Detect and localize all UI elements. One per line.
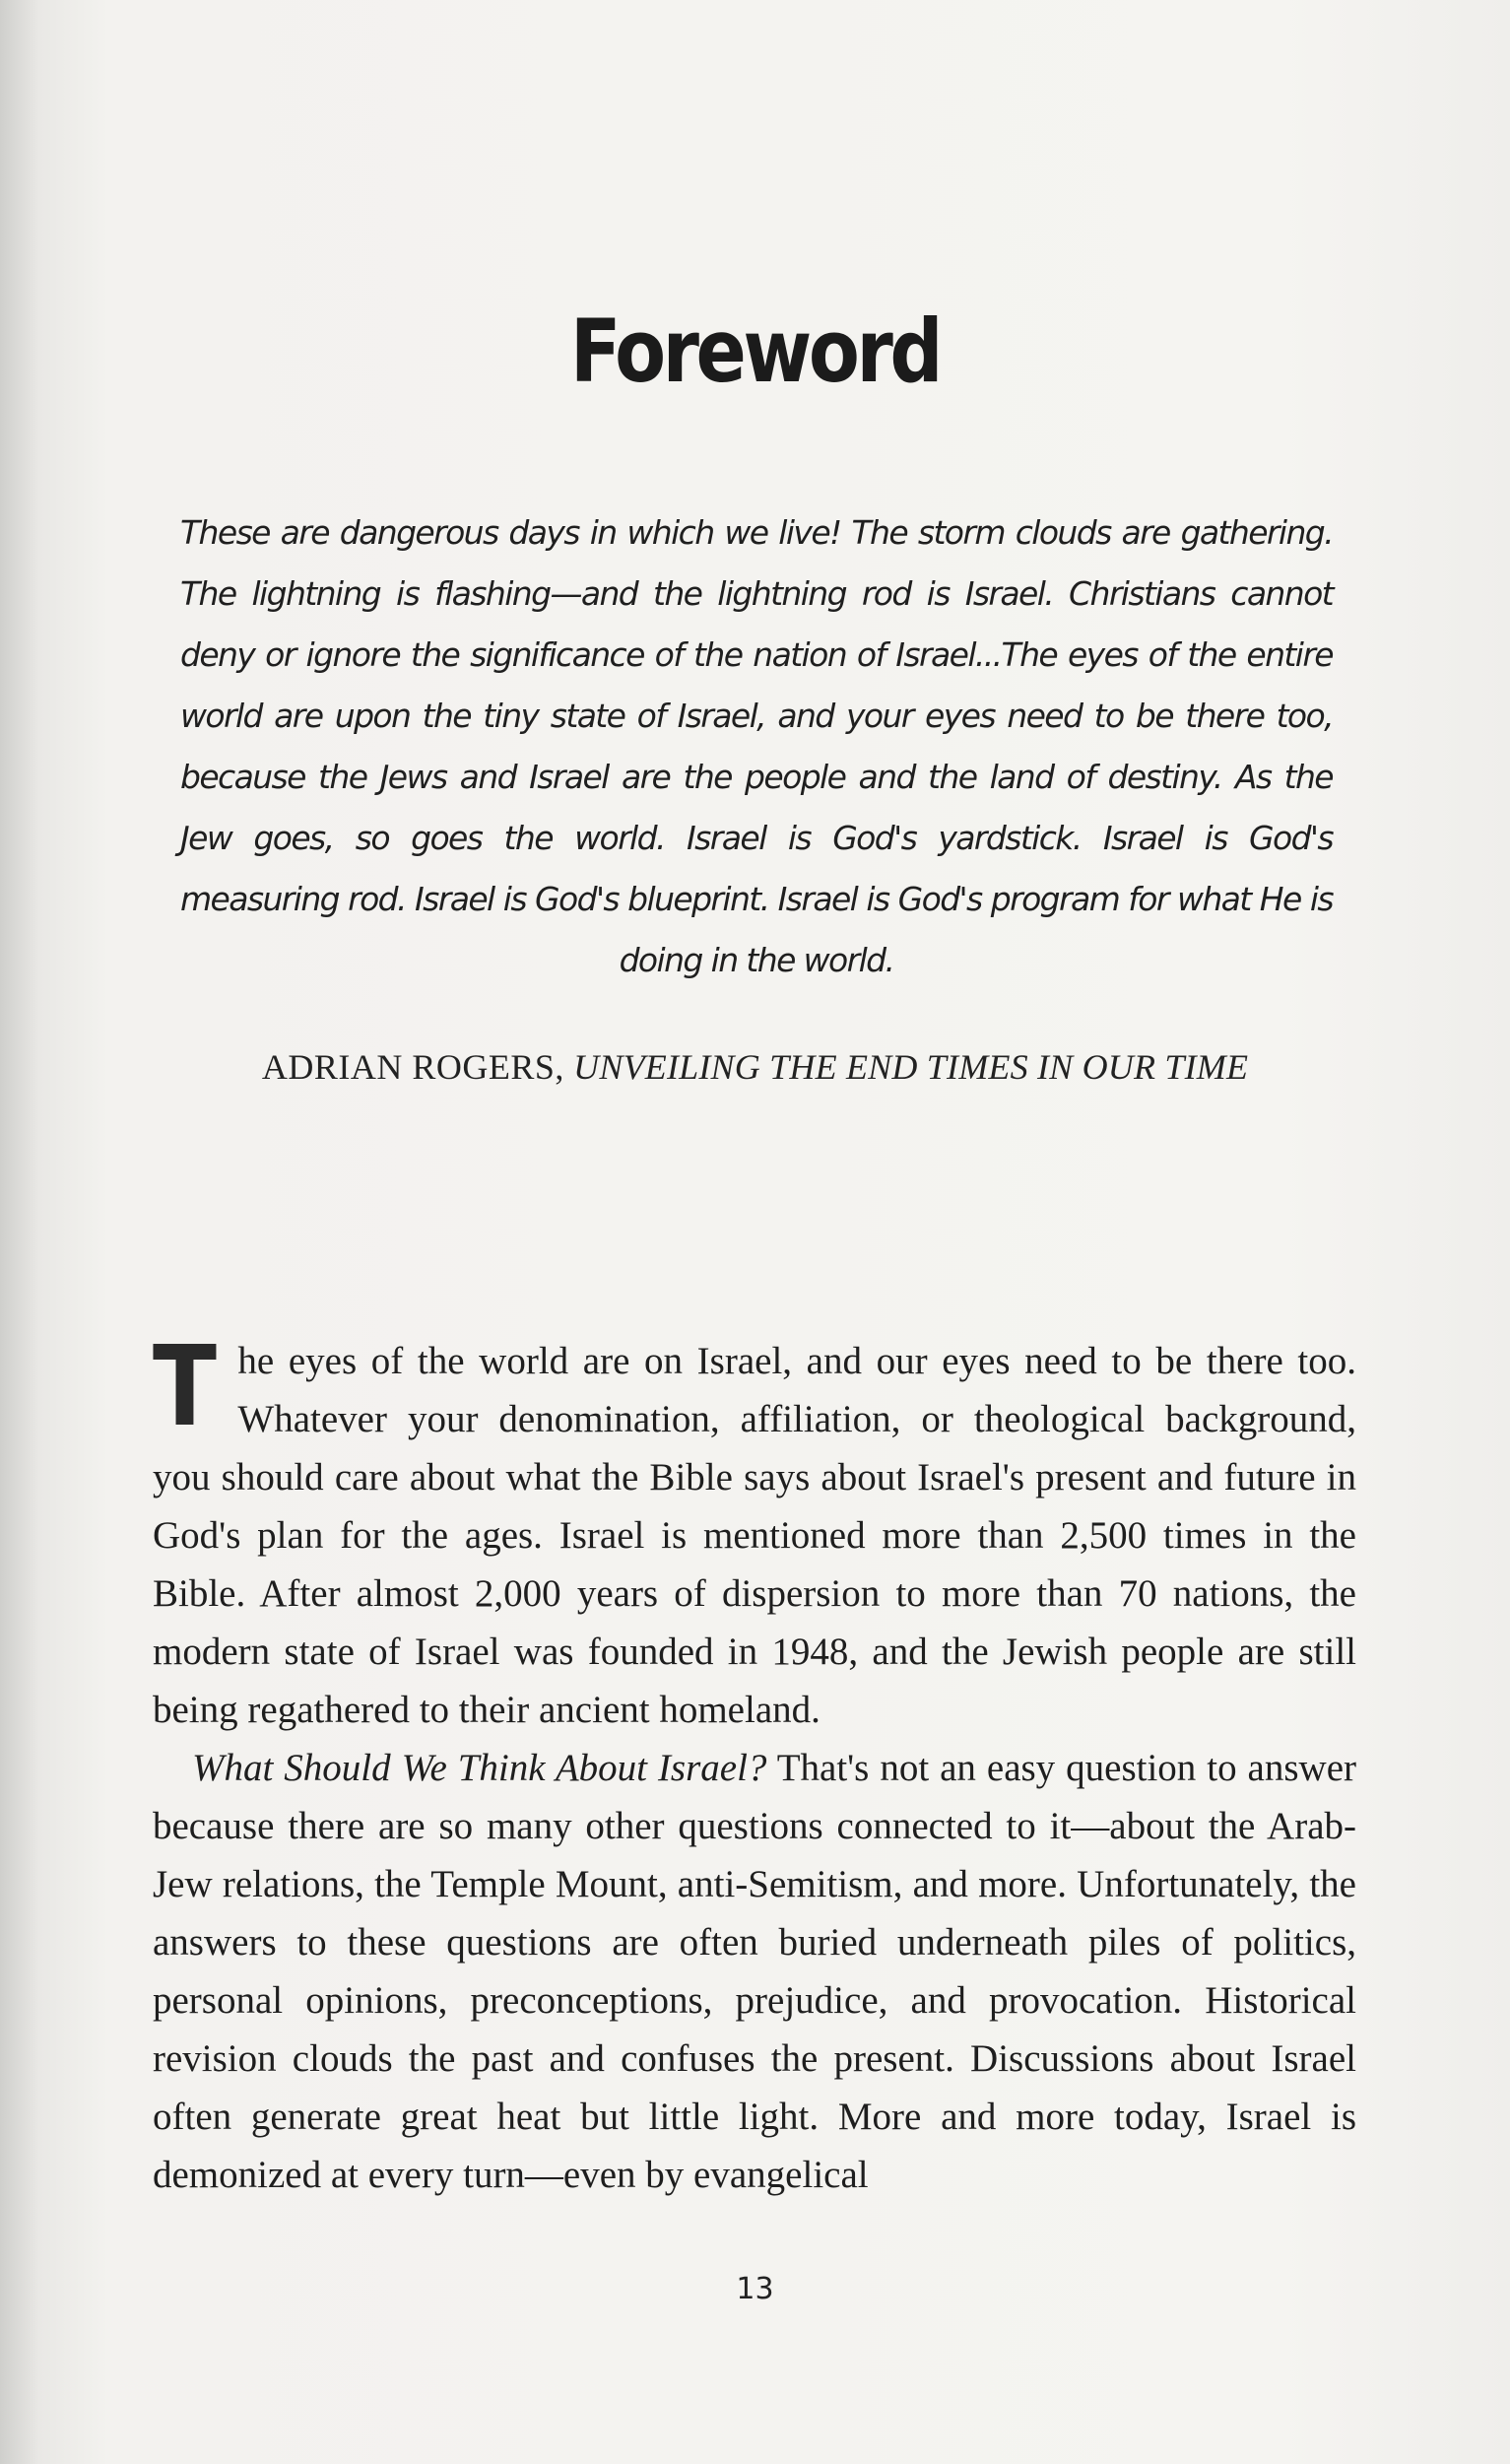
- paragraph-2-text: That's not an easy question to answer because there are so many other questions connected to it—about the Arab-Jew relations, the Temple Mount, anti-Semitism, and more. Unfortunately, the answers to these questions are often buried underneath piles of politics, personal opinions, preconceptions, prejudice, and provocation. Historical revision clouds the past and confuses the present. Discussions about Israel often generate great heat but little light. More and more today, Israel is demonized at every turn—even by evangelical: [153, 1747, 1356, 2196]
- page-number: 13: [736, 2272, 774, 2306]
- book-title-reference: What Should We Think About Israel?: [192, 1747, 767, 1789]
- epigraph-attribution: [0, 1046, 1510, 1088]
- epigraph-quote: These are dangerous days in which we live! The storm clouds are gathering. The lightning is flashing—and the lightning rod is Israel. Christians cannot deny or ignore the significance of the nation of Israel...The eyes of the entire world are upon the tiny state of Israel, and your eyes need to be there too, because the Jews and Israel are the people and the land of destiny. As the Jew goes, so goes the world. Israel is God's yardstick. Israel is God's measuring rod. Israel is God's blueprint. Israel is God's program for what He is doing in the world.: [180, 513, 1333, 979]
- paragraph-2: [153, 1739, 1356, 2204]
- epigraph-author: ADRIAN ROGERS,: [261, 1047, 564, 1087]
- paragraph-1-text: he eyes of the world are on Israel, and our eyes need to be there too. Whatever your denomination, affiliation, or theological background, you should care about what the Bible says about Israel's present and future in God's plan for the ages. Israel is mentioned more than 2,500 times in the Bible. After almost 2,000 years of dispersion to more than 70 nations, the modern state of Israel was founded in 1948, and the Jewish people are still being regathered to their ancient homeland.: [153, 1340, 1356, 1731]
- paragraph-1: [153, 1323, 1356, 1739]
- epigraph-source: UNVEILING THE END TIMES IN OUR TIME: [573, 1047, 1249, 1087]
- chapter-title: Foreword: [569, 300, 941, 402]
- body-text: [153, 1323, 1356, 2204]
- drop-cap: T: [153, 1323, 217, 1451]
